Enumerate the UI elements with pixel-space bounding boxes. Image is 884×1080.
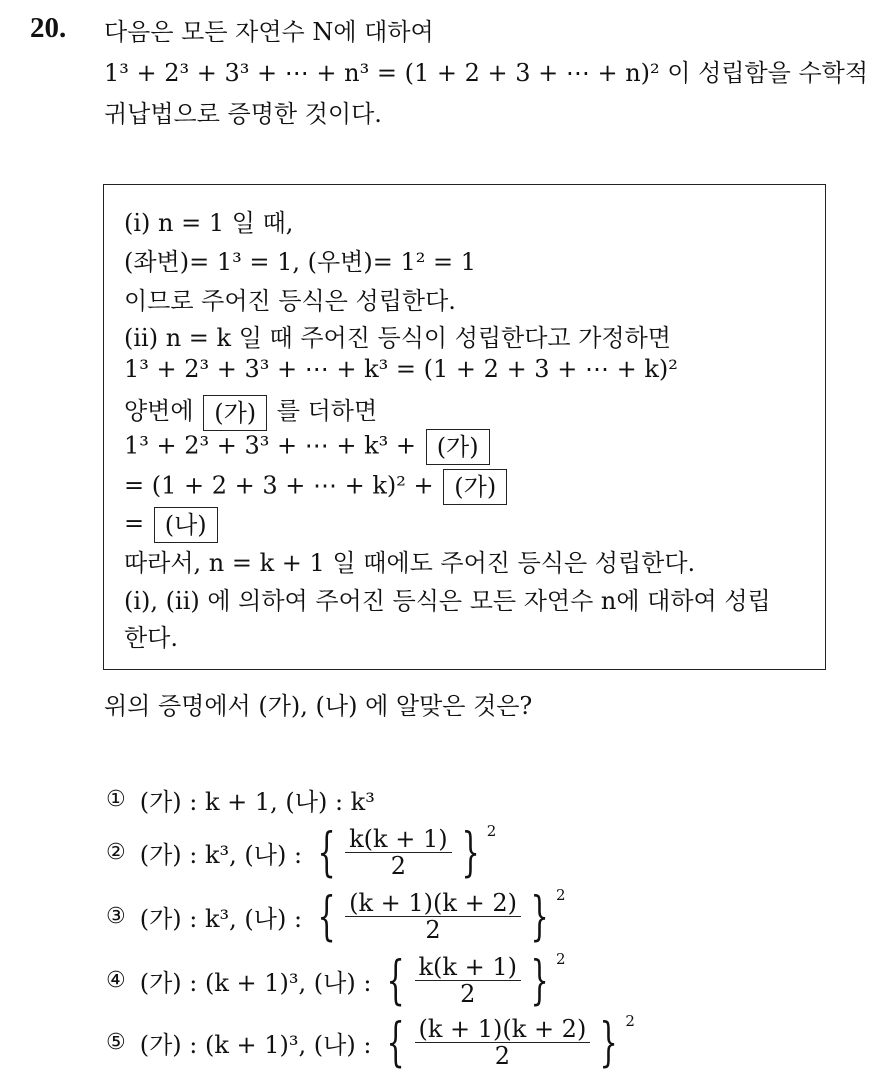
option-5-fraction	[415, 1016, 591, 1069]
option-3-denominator: 2	[425, 916, 441, 944]
right-brace: }	[530, 886, 549, 947]
option-3-numerator: (k + 1)(k + 2)	[345, 890, 521, 917]
option-4-fraction-expr	[379, 950, 566, 1011]
option-2-denominator: 2	[390, 852, 406, 880]
right-brace: }	[599, 1012, 618, 1073]
option-4-mark: ④	[106, 968, 126, 993]
proof-line-10: 따라서, n = k + 1 일 때에도 주어진 등식은 성립한다.	[124, 549, 696, 577]
proof-line-5: 1³ + 2³ + 3³ + ⋯ + k³ = (1 + 2 + 3 + ⋯ + k)²	[124, 355, 678, 383]
left-brace: {	[317, 886, 336, 947]
option-5-power: 2	[625, 1012, 635, 1030]
option-2-fraction-expr	[310, 822, 497, 883]
option-3-power: 2	[556, 886, 566, 904]
proof-line-4: (ii) n = k 일 때 주어진 등식이 성립한다고 가정하면	[124, 324, 671, 352]
proof-line-3: 이므로 주어진 등식은 성립한다.	[124, 287, 456, 315]
option-5-text: (가) : (k + 1)³, (나) :	[139, 1031, 372, 1059]
proof-line-11: (i), (ii) 에 의하여 주어진 등식은 모든 자연수 n에 대하여 성립	[124, 587, 771, 615]
proof-line-6	[124, 391, 377, 431]
left-brace: {	[386, 1012, 406, 1073]
proof-line-8-pre: = (1 + 2 + 3 + ⋯ + k)² +	[124, 471, 434, 500]
proof-line-7-pre: 1³ + 2³ + 3³ + ⋯ + k³ +	[124, 431, 417, 460]
proof-line-9	[124, 507, 220, 543]
proof-line-6-pre: 양변에	[124, 397, 194, 425]
proof-line-1: (i) n = 1 일 때,	[124, 209, 294, 237]
option-4-text: (가) : (k + 1)³, (나) :	[139, 969, 372, 997]
proof-line-2: (좌변)= 1³ = 1, (우변)= 1² = 1	[124, 248, 476, 276]
option-5-numerator: (k + 1)(k + 2)	[415, 1016, 591, 1043]
option-3-fraction-expr	[310, 886, 566, 947]
left-brace: {	[386, 950, 406, 1011]
stem-line-2: 1³ + 2³ + 3³ + ⋯ + n³ = (1 + 2 + 3 + ⋯ + n)² 이 성립함을 수학적	[104, 59, 869, 87]
blank-na: (나)	[154, 507, 218, 543]
option-1-text: (가) : k + 1, (나) : k³	[139, 788, 375, 816]
blank-ga: (가)	[203, 395, 267, 431]
option-5[interactable]	[106, 1012, 635, 1073]
option-4[interactable]	[106, 950, 566, 1011]
option-4-numerator: k(k + 1)	[415, 954, 521, 981]
option-3-fraction	[345, 890, 521, 943]
stem-line-1: 다음은 모든 자연수 N에 대하여	[104, 18, 434, 46]
proof-line-6-post: 를 더하면	[276, 397, 378, 425]
proof-box	[103, 184, 826, 670]
option-3[interactable]	[106, 886, 566, 947]
option-5-mark: ⑤	[106, 1030, 126, 1055]
question-number: 20.	[30, 12, 67, 44]
option-4-denominator: 2	[460, 980, 476, 1008]
option-1-mark: ①	[106, 787, 126, 812]
proof-line-12: 한다.	[124, 624, 178, 652]
option-4-fraction	[415, 954, 521, 1007]
option-2-mark: ②	[106, 840, 126, 865]
option-2-fraction	[345, 826, 451, 879]
option-2-text: (가) : k³, (나) :	[139, 841, 303, 869]
option-4-power: 2	[556, 950, 566, 968]
option-3-text: (가) : k³, (나) :	[139, 905, 303, 933]
blank-ga: (가)	[426, 429, 490, 465]
option-1[interactable]	[106, 782, 375, 817]
right-brace: }	[530, 950, 549, 1011]
left-brace: {	[317, 822, 336, 883]
option-2[interactable]	[106, 822, 497, 883]
proof-line-8	[124, 469, 509, 505]
proof-line-9-pre: =	[124, 509, 145, 538]
option-2-numerator: k(k + 1)	[345, 826, 451, 853]
blank-ga: (가)	[443, 469, 507, 505]
question-prompt: 위의 증명에서 (가), (나) 에 알맞은 것은?	[104, 692, 533, 720]
option-2-power: 2	[486, 822, 497, 840]
option-5-fraction-expr	[379, 1012, 635, 1073]
proof-line-7	[124, 429, 492, 465]
question-stem	[104, 12, 874, 135]
option-5-denominator: 2	[494, 1042, 511, 1070]
option-3-mark: ③	[106, 904, 126, 929]
stem-line-3: 귀납법으로 증명한 것이다.	[104, 100, 382, 128]
right-brace: }	[461, 822, 480, 883]
